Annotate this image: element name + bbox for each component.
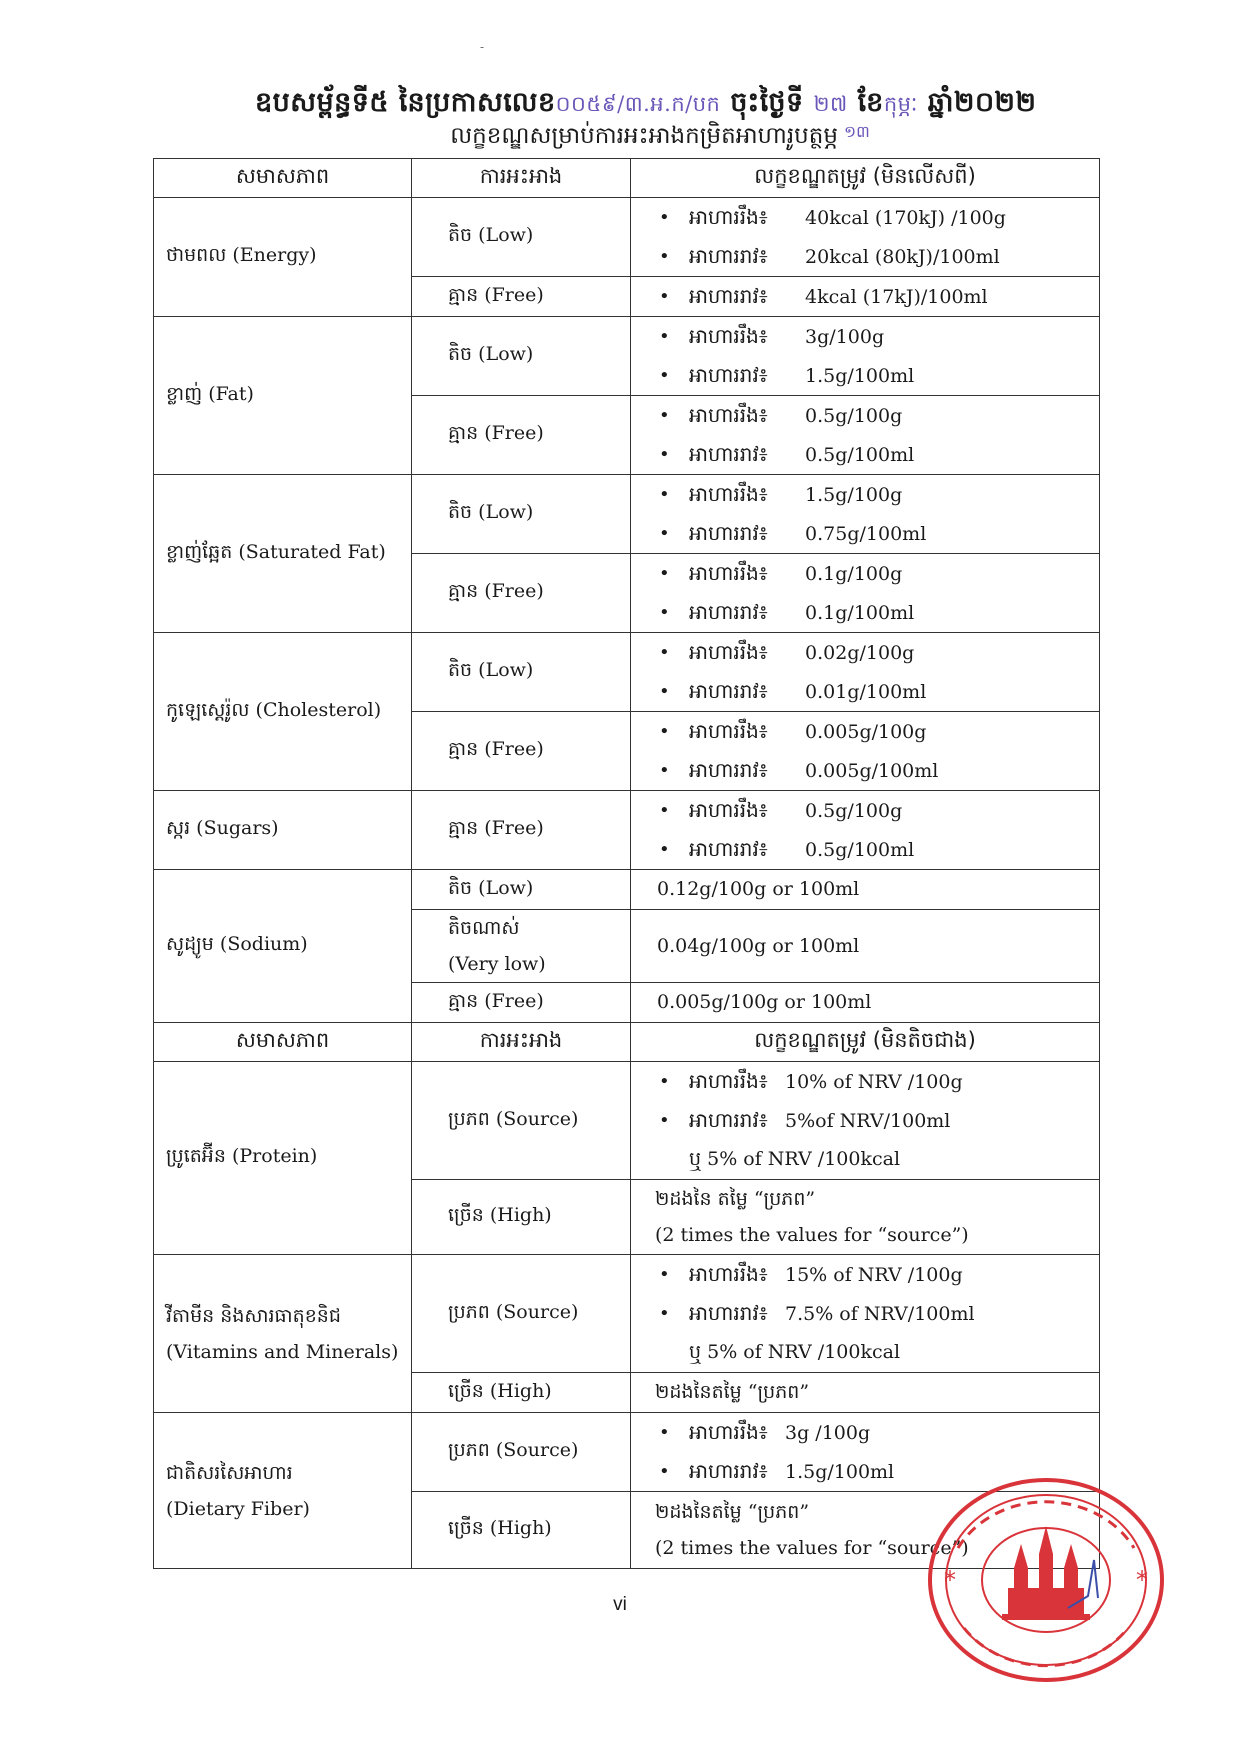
page-number: vi [613, 1594, 627, 1615]
table-row [154, 198, 1100, 277]
criteria-value: 0.5g/100ml [805, 444, 915, 466]
energy-free-criteria [631, 277, 1100, 317]
title-month-label: ខែ [857, 87, 884, 118]
criteria-value: 15% of NRV /100g [785, 1264, 963, 1286]
food-label: អាហាររាវ៖ [689, 284, 768, 308]
header-component-2: សមាសភាព [154, 1023, 412, 1062]
table-row [154, 870, 1100, 910]
fat-name: ខ្លាញ់ (Fat) [154, 317, 412, 475]
cholesterol-name: កូឡេស្តេរ៉ូល (Cholesterol) [154, 633, 412, 791]
title-prefix: ឧបសម្ព័ន្ធទី៥ នៃប្រកាសលេខ [255, 87, 556, 118]
list-item [659, 237, 1099, 276]
list-item [659, 1062, 1099, 1101]
criteria-value: 0.01g/100ml [805, 681, 927, 703]
fat-free-claim: គ្មាន (Free) [412, 396, 631, 475]
list-item [659, 751, 1099, 790]
food-label: អាហាររឹង៖ [689, 1420, 768, 1444]
food-label: អាហាររឹង៖ [689, 719, 768, 743]
food-label: អាហាររាវ៖ [689, 600, 768, 624]
criteria-value: 0.02g/100g [805, 642, 915, 664]
protein-name: ប្រូតេអ៊ីន (Protein) [154, 1062, 412, 1255]
list-item [659, 317, 1099, 356]
energy-low-criteria [631, 198, 1100, 277]
food-label: អាហាររាវ៖ [689, 442, 768, 466]
criteria-value: 3g/100g [805, 326, 885, 348]
header-claim-2: ការអះអាង [412, 1023, 631, 1062]
sodium-free-criteria: 0.005g/100g or 100ml [631, 983, 1100, 1023]
header-claim: ការអះអាង [412, 159, 631, 198]
vitamins-high-criteria: ២ដងនៃតម្លៃ “ប្រភព” [631, 1373, 1100, 1413]
table-row [154, 317, 1100, 396]
sodium-name: សូដ្យូម (Sodium) [154, 870, 412, 1023]
food-label: អាហាររាវ៖ [689, 837, 768, 861]
vitamins-name-english: (Vitamins and Minerals) [166, 1340, 399, 1363]
list-item [659, 198, 1099, 237]
list-item [659, 475, 1099, 514]
table-row [154, 1062, 1100, 1180]
subtitle-text: លក្ខខណ្ឌសម្រាប់ការអះអាងកម្រិតអាហារូបត្ថម្ភ [450, 123, 838, 149]
food-label: អាហាររឹង៖ [689, 205, 768, 229]
official-seal-icon [918, 1468, 1170, 1684]
fiber-name-english: (Dietary Fiber) [166, 1497, 310, 1520]
high-criteria-english: (2 times the values for “source”) [655, 1537, 969, 1559]
table-row [154, 633, 1100, 712]
table-header-row [154, 159, 1100, 198]
criteria-value: 1.5g/100ml [785, 1461, 895, 1483]
criteria-value: 0.5g/100ml [805, 839, 915, 861]
sugars-free-criteria [631, 791, 1100, 870]
criteria-value: 1.5g/100ml [805, 365, 915, 387]
criteria-value: 7.5% of NRV/100ml [785, 1303, 975, 1325]
protein-high-claim: ច្រើន (High) [412, 1180, 631, 1255]
nutrition-claims-table [153, 158, 1100, 1569]
title-day: ២៧ [813, 92, 848, 116]
vitamins-source-criteria [631, 1255, 1100, 1373]
food-label: អាហាររឹង៖ [689, 561, 768, 585]
list-item [659, 356, 1099, 395]
high-criteria-khmer: ២ដងនៃ តម្លៃ “ប្រភព” [655, 1188, 816, 1210]
food-label: អាហាររាវ៖ [689, 1459, 768, 1483]
food-label: អាហាររឹង៖ [689, 403, 768, 427]
food-label: អាហាររាវ៖ [689, 679, 768, 703]
food-label: អាហាររឹង៖ [689, 1069, 768, 1093]
fiber-high-claim: ច្រើន (High) [412, 1492, 631, 1569]
vitamins-source-alternative: ឬ 5% of NRV /100kcal [689, 1341, 901, 1363]
list-item [659, 830, 1099, 869]
criteria-value: 0.005g/100ml [805, 760, 939, 782]
criteria-value: 0.5g/100g [805, 405, 903, 427]
table-row [154, 791, 1100, 870]
list-item [659, 277, 1099, 316]
fiber-name-khmer: ជាតិសរសៃអាហារ [166, 1461, 293, 1484]
title-reference-number: ០០៥៩/៣.អ.ក/បក [555, 92, 721, 116]
protein-source-criteria [631, 1062, 1100, 1180]
food-label: អាហាររាវ៖ [689, 363, 768, 387]
criteria-value: 0.1g/100g [805, 563, 903, 585]
protein-source-alternative: ឬ 5% of NRV /100kcal [689, 1148, 901, 1170]
list-item [659, 633, 1099, 672]
saturated-fat-free-claim: គ្មាន (Free) [412, 554, 631, 633]
header-component: សមាសភាព [154, 159, 412, 198]
sodium-low-claim: តិច (Low) [412, 870, 631, 910]
header-conditions-not-less-than: លក្ខខណ្ឌតម្រូវ (មិនតិចជាង) [631, 1023, 1100, 1062]
list-item [659, 396, 1099, 435]
title-year: ឆ្នាំ២០២២ [927, 87, 1037, 118]
saturated-fat-name: ខ្លាញ់ឆ្អែត (Saturated Fat) [154, 475, 412, 633]
list-item [659, 712, 1099, 751]
list-item [659, 554, 1099, 593]
food-label: អាហាររាវ៖ [689, 244, 768, 268]
high-criteria-english: (2 times the values for “source”) [655, 1224, 969, 1246]
criteria-value: 0.005g/100g [805, 721, 927, 743]
energy-name: ថាមពល (Energy) [154, 198, 412, 317]
list-item [659, 1413, 1099, 1452]
subtitle-handwritten-note: ១៣ [843, 122, 870, 141]
list-item [659, 435, 1099, 474]
energy-free-claim: គ្មាន (Free) [412, 277, 631, 317]
vitamins-source-claim: ប្រភព (Source) [412, 1255, 631, 1373]
criteria-value: 1.5g/100g [805, 484, 903, 506]
fat-free-criteria [631, 396, 1100, 475]
list-item [659, 791, 1099, 830]
dietary-fiber-name [154, 1413, 412, 1569]
table-row [154, 1255, 1100, 1373]
vitamins-name-khmer: វីតាមីន និងសារធាតុខនិជ [166, 1304, 341, 1327]
svg-text:*: * [944, 1566, 956, 1594]
list-item [659, 1294, 1099, 1333]
protein-high-criteria [631, 1180, 1100, 1255]
high-criteria-khmer: ២ដងនៃតម្លៃ “ប្រភព” [655, 1501, 810, 1523]
sugars-name: ស្ករ (Sugars) [154, 791, 412, 870]
cholesterol-low-criteria [631, 633, 1100, 712]
saturated-fat-free-criteria [631, 554, 1100, 633]
food-label: អាហាររឹង៖ [689, 482, 768, 506]
cholesterol-low-claim: តិច (Low) [412, 633, 631, 712]
criteria-value: 10% of NRV /100g [785, 1071, 963, 1093]
table-header-row [154, 1023, 1100, 1062]
sodium-free-claim: គ្មាន (Free) [412, 983, 631, 1023]
food-label: អាហាររឹង៖ [689, 798, 768, 822]
list-item [659, 1101, 1099, 1140]
criteria-value: 4kcal (17kJ)/100ml [805, 286, 988, 308]
table-row [154, 475, 1100, 554]
food-label: អាហាររាវ៖ [689, 758, 768, 782]
vitamins-minerals-name [154, 1255, 412, 1413]
page-subtitle [400, 122, 920, 155]
scan-mark: - [480, 40, 485, 54]
very-low-khmer: តិចណាស់ [448, 917, 520, 939]
sodium-very-low-claim [412, 910, 631, 983]
criteria-value: 0.75g/100ml [805, 523, 927, 545]
list-item [659, 593, 1099, 632]
saturated-fat-low-claim: តិច (Low) [412, 475, 631, 554]
sodium-very-low-criteria: 0.04g/100g or 100ml [631, 910, 1100, 983]
food-label: អាហាររាវ៖ [689, 521, 768, 545]
fat-low-claim: តិច (Low) [412, 317, 631, 396]
cholesterol-free-criteria [631, 712, 1100, 791]
criteria-value: 20kcal (80kJ)/100ml [805, 246, 1000, 268]
sodium-low-criteria: 0.12g/100g or 100ml [631, 870, 1100, 910]
food-label: អាហាររាវ៖ [689, 1301, 768, 1325]
food-label: អាហាររឹង៖ [689, 324, 768, 348]
food-label: អាហាររឹង៖ [689, 640, 768, 664]
header-conditions-not-more-than: លក្ខខណ្ឌតម្រូវ (មិនលើសពី) [631, 159, 1100, 198]
criteria-value: 5%of NRV/100ml [785, 1110, 951, 1132]
title-month: កុម្ភៈ [883, 92, 918, 116]
fiber-source-claim: ប្រភព (Source) [412, 1413, 631, 1492]
list-item [659, 672, 1099, 711]
criteria-value: 3g /100g [785, 1422, 871, 1444]
criteria-value: 0.1g/100ml [805, 602, 915, 624]
saturated-fat-low-criteria [631, 475, 1100, 554]
cholesterol-free-claim: គ្មាន (Free) [412, 712, 631, 791]
title-date-label: ចុះថ្ងៃទី [730, 87, 804, 118]
criteria-value: 0.5g/100g [805, 800, 903, 822]
energy-low-claim: តិច (Low) [412, 198, 631, 277]
criteria-value: 40kcal (170kJ) /100g [805, 207, 1006, 229]
very-low-english: (Very low) [448, 953, 546, 975]
page-title [255, 86, 1115, 125]
svg-text:*: * [1136, 1566, 1148, 1594]
fat-low-criteria [631, 317, 1100, 396]
list-item [659, 1255, 1099, 1294]
sugars-free-claim: គ្មាន (Free) [412, 791, 631, 870]
protein-source-claim: ប្រភព (Source) [412, 1062, 631, 1180]
food-label: អាហាររឹង៖ [689, 1262, 768, 1286]
vitamins-high-claim: ច្រើន (High) [412, 1373, 631, 1413]
list-item [659, 514, 1099, 553]
food-label: អាហាររាវ៖ [689, 1108, 768, 1132]
